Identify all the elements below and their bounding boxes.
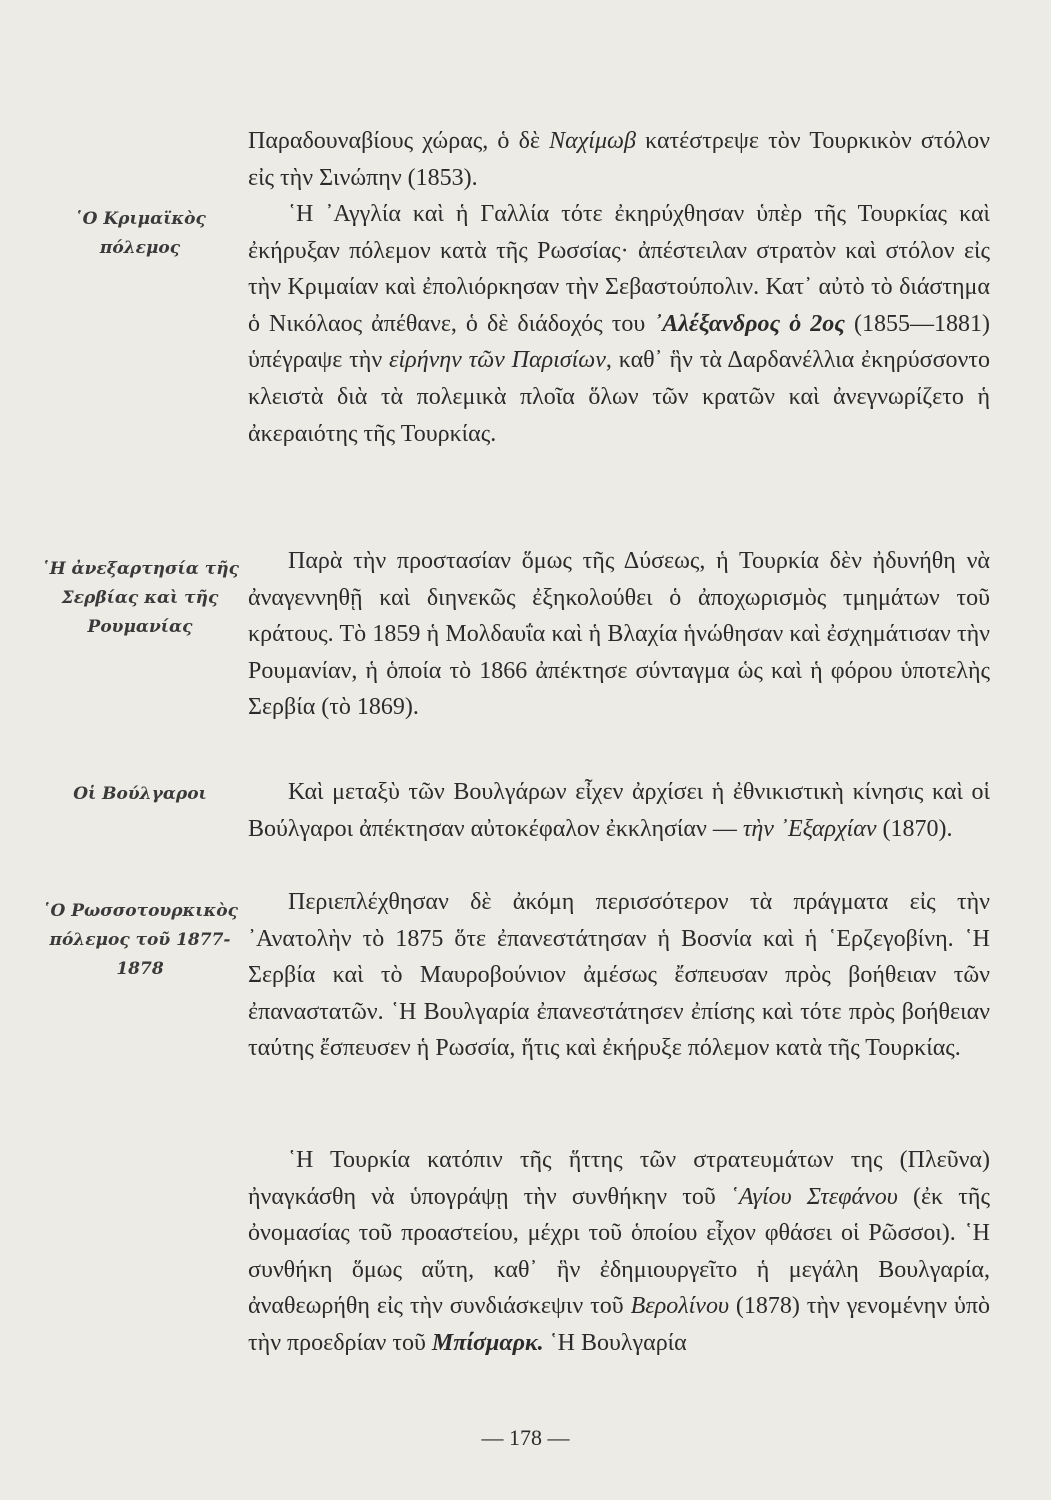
text-run: Παραδουναβίους χώρας, ὁ δὲ	[248, 128, 550, 154]
text-run-italic: ῾Αγίου Στεφάνου	[730, 1183, 898, 1210]
text-run-italic: τὴν ᾿Εξαρχίαν	[742, 815, 877, 842]
paragraph-0	[248, 123, 990, 196]
text-run-bold-italic: ᾿Αλέξανδρος ὁ 2ος	[654, 310, 845, 337]
text-run: Περιεπλέχθησαν δὲ ἀκόμη περισσότερον τὰ πράγματα εἰς τὴν ᾿Ανατολὴν τὸ 1875 ὅτε ἐπανεστάτησαν ἡ Βοσνία καὶ ἡ ῾Ερζεγοβίνη. ῾Η Σερβία καὶ τὸ Μαυροβούνιον ἀμέσως ἔσπευσαν πρὸς βοήθειαν τῶν ἐπαναστατῶν. ῾Η Βουλγαρία ἐπανεστάτησεν ἐπίσης καὶ τότε πρὸς βοήθειαν ταύτης ἔσπευσεν ἡ Ρωσσία, ἥτις καὶ ἐκήρυξε πόλεμον κατὰ τῆς Τουρκίας.	[248, 889, 990, 1062]
margin-note-crimean-war: ῾Ο Κριμαϊκὸς πόλεμος	[74, 209, 206, 258]
text-run-italic: Βερολίνου	[630, 1293, 729, 1320]
text-run-italic: εἰρήνην τῶν Παρισίων	[389, 347, 606, 374]
text-run-italic: Ναχίμωβ	[549, 128, 636, 154]
text-run: , καθ᾿ ἣν τὰ Δαρδανέλλια ἐκηρύσσοντο κλειστὰ διὰ τὰ πολεμικὰ πλοῖα ὅλων τῶν κρατῶν καὶ ἀνεγνωρίζετο ἡ ἀκεραιότης τῆς Τουρκίας.	[248, 347, 991, 447]
text-run: Παρὰ τὴν προστασίαν ὅμως τῆς Δύσεως, ἡ Τουρκία δὲν ἠδυνήθη νὰ ἀναγεννηθῇ καὶ διηνεκῶς ἐξηκολούθει ὁ ἀποχωρισμὸς τμημάτων τοῦ κράτους. Τὸ 1859 ἡ Μολδαυΐα καὶ ἡ Βλαχία ἡνώθησαν καὶ ἐσχημάτισαν τὴν Ρουμανίαν, ἡ ὁποία τὸ 1866 ἀπέκτησε σύνταγμα ὡς καὶ ἡ φόρου ὑποτελὴς Σερβία (τὸ 1869).	[248, 548, 990, 721]
paragraph-2	[248, 543, 990, 726]
paragraph-4	[248, 884, 990, 1067]
text-run: ῾Η Βουλγαρία	[543, 1329, 687, 1356]
text-run: ῾Η ᾿Αγγλία καὶ ἡ Γαλλία τότε ἐκηρύχθησαν ὑπὲρ τῆς Τουρκίας καὶ ἐκήρυξαν πόλεμον κατὰ τῆς Ρωσσίας· ἀπέστειλαν στρατὸν καὶ στόλον εἰς τὴν Κριμαίαν καὶ ἐπολιόρκησαν τὴν Σεβαστούπολιν. Κατ᾿ αὐτὸ τὸ διάστημα ὁ Νικόλαος ἀπέθανε, ὁ δὲ διάδοχός του	[248, 201, 990, 337]
paragraph-5	[248, 1142, 990, 1362]
page-number: — 178 —	[481, 1425, 570, 1450]
paragraph-1	[248, 196, 990, 452]
text-run: ῾Η Τουρκία κατόπιν τῆς ἥττης τῶν στρατευμάτων της (Πλεῦνα) ἠναγκάσθη νὰ ὑπογράψῃ τὴν συνθήκην τοῦ	[248, 1147, 990, 1210]
text-run: Καὶ μεταξὺ τῶν Βουλγάρων εἶχεν ἀρχίσει ἡ ἐθνικιστικὴ κίνησις καὶ οἱ Βούλγαροι ἀπέκτησαν αὐτοκέφαλον ἐκκλησίαν —	[248, 779, 990, 842]
text-run: κατέστρεψε τὸν Τουρκικὸν στόλον εἰς τὴν Σινώπην (1853).	[248, 128, 990, 191]
paragraph-3	[248, 774, 990, 847]
margin-note-independence: ῾Η ἀνεξαρτησία τῆς Σερβίας καὶ τῆς Ρουμανίας	[41, 559, 239, 637]
text-run: (1855—1881) ὑπέγραψε τὴν	[248, 310, 990, 374]
text-run-bold-italic: Μπίσμαρκ.	[431, 1329, 544, 1356]
text-run: (ἐκ τῆς ὀνομασίας τοῦ προαστείου, μέχρι τοῦ ὁποίου εἶχον φθάσει οἱ Ρῶσσοι). ῾Η συνθήκη ὅμως αὕτη, καθ᾿ ἣν ἐδημιουργεῖτο ἡ μεγάλη Βουλγαρία, ἀναθεωρήθη εἰς τὴν συνδιάσκεψιν τοῦ	[248, 1183, 990, 1320]
text-run: (1870).	[876, 815, 953, 842]
margin-note-bulgarians: Οἱ Βούλγαροι	[73, 784, 207, 804]
text-run: (1878) τὴν γενομένην ὑπὸ τὴν προεδρίαν τοῦ	[248, 1293, 991, 1356]
margin-note-russo-turkish-war: ῾Ο Ρωσσοτουρκικὸς πόλεμος τοῦ 1877-1878	[42, 901, 238, 979]
